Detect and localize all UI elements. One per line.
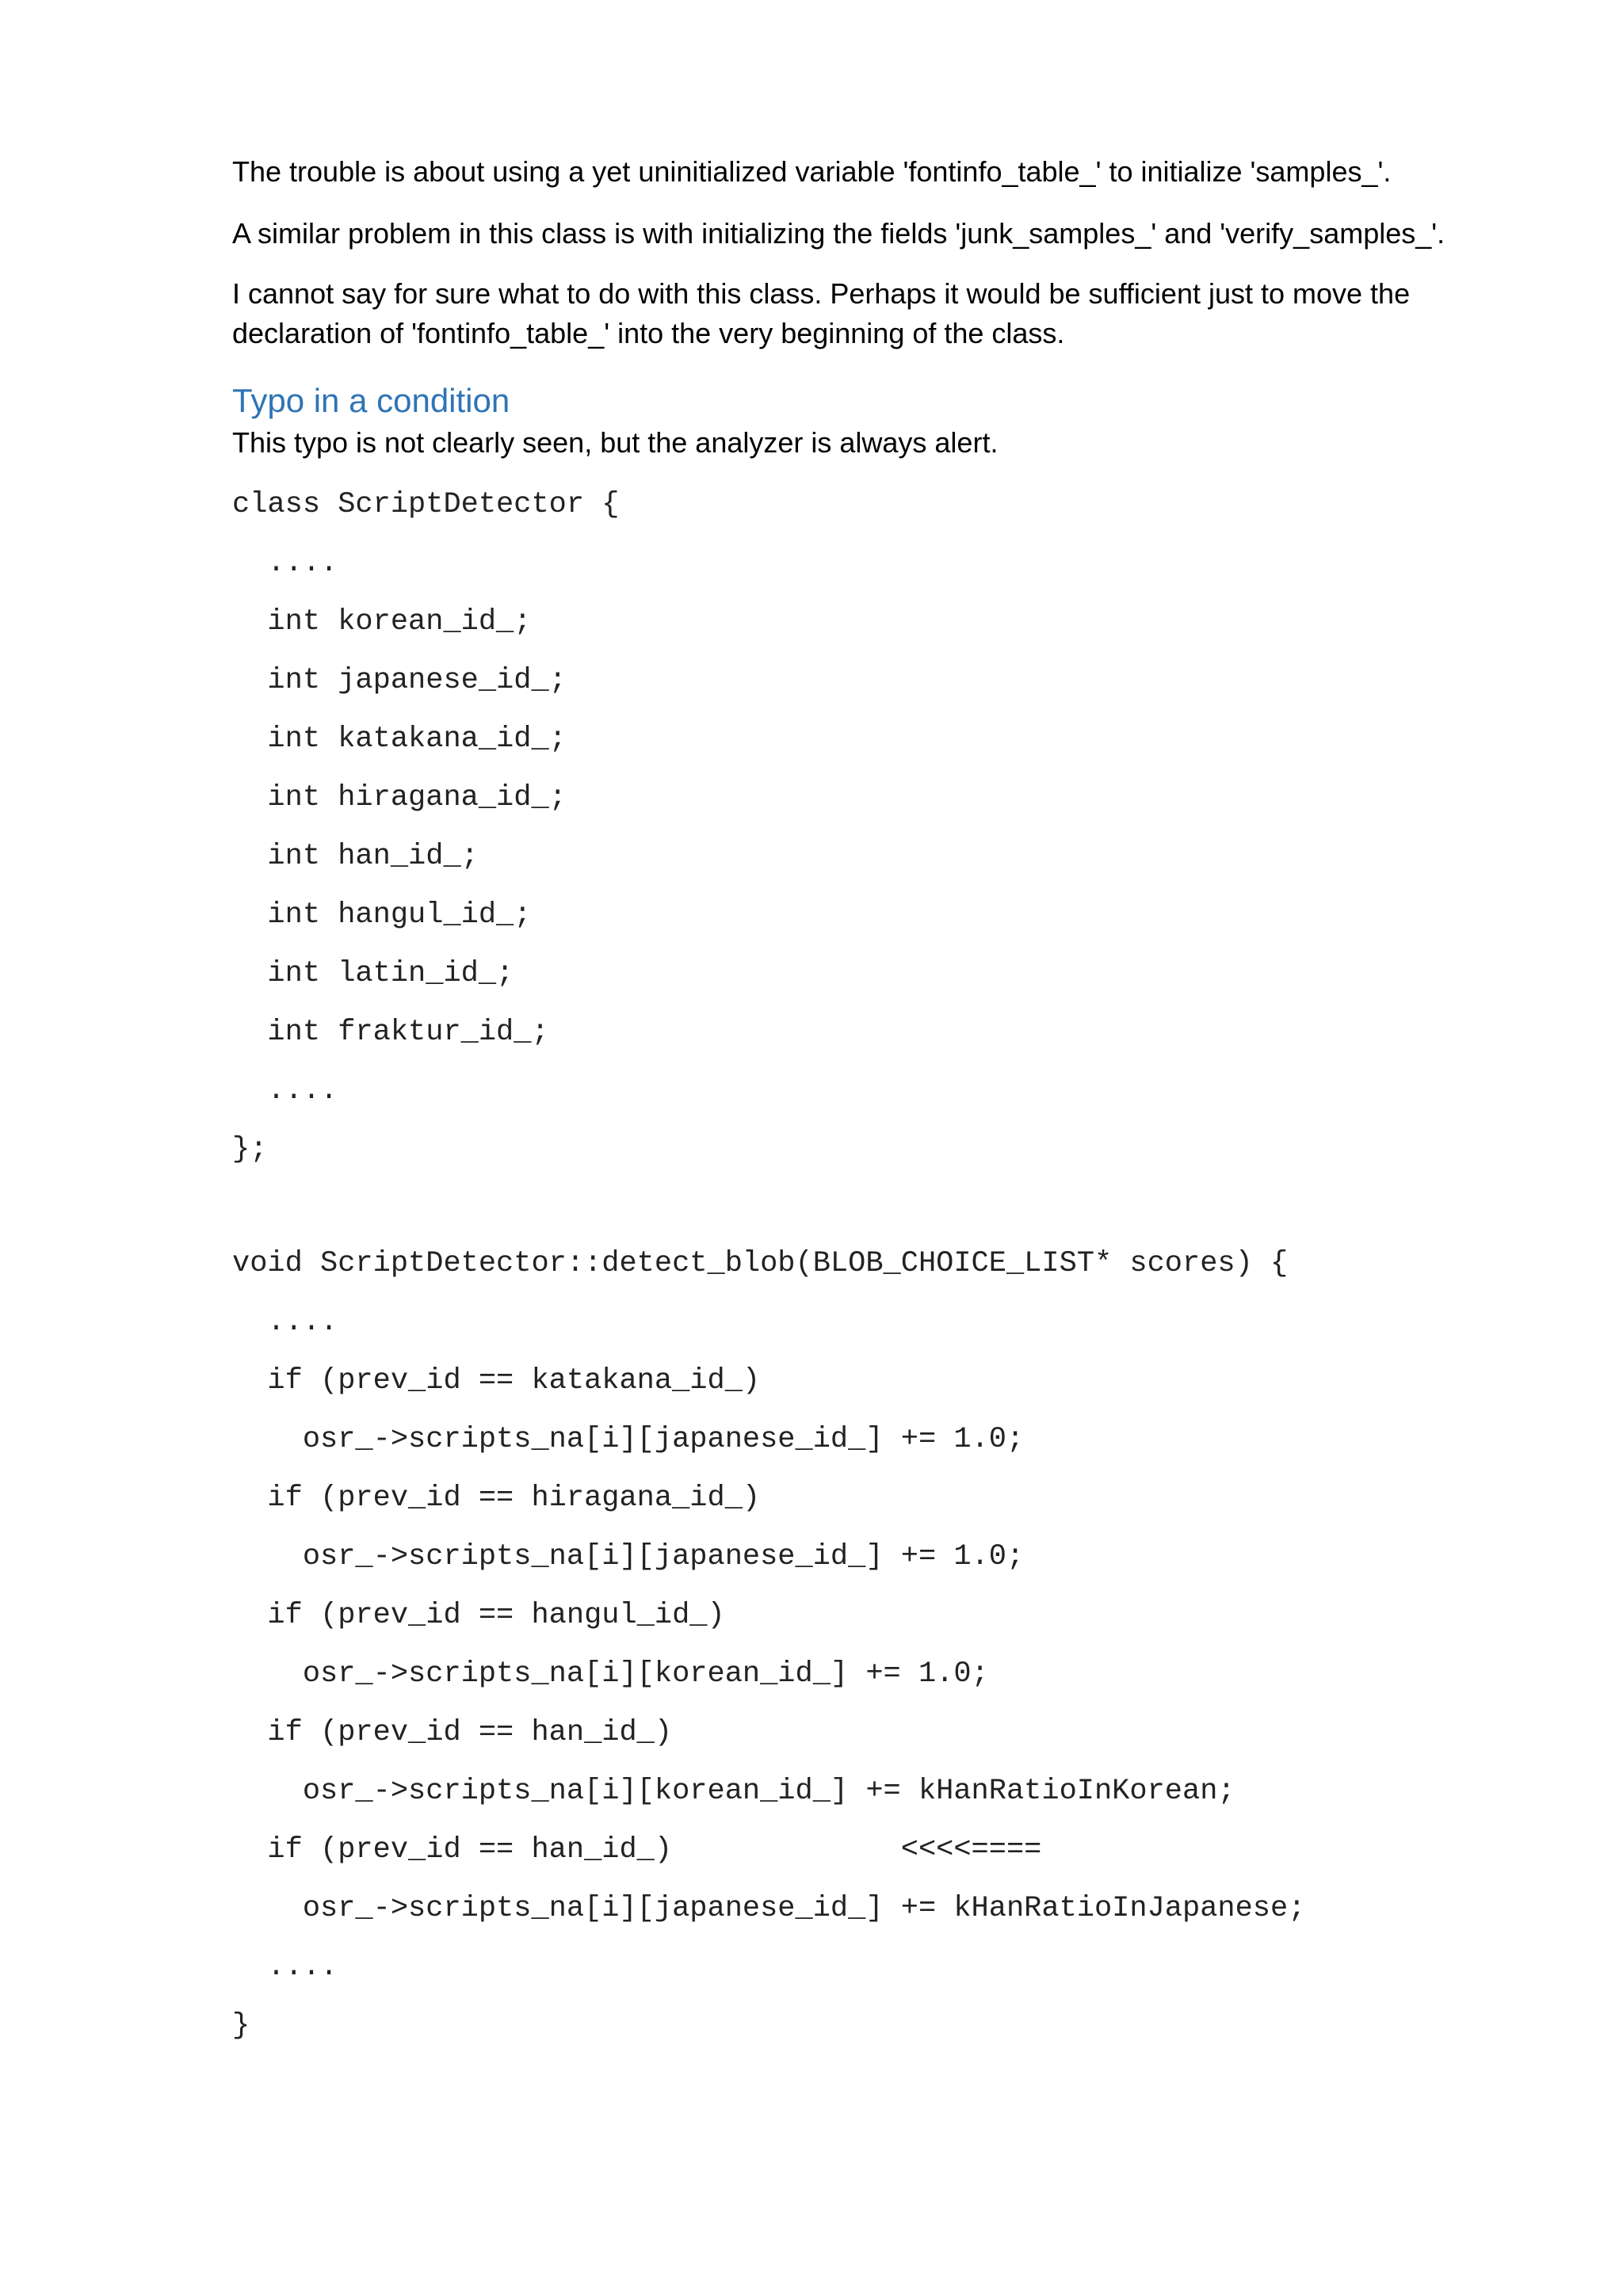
code-line: int japanese_id_; [232,664,567,697]
code-line: void ScriptDetector::detect_blob(BLOB_CHOICE_LIST* scores) { [232,1247,1289,1280]
code-line: int fraktur_id_; [232,1016,549,1049]
code-line: int hangul_id_; [232,898,532,932]
code-line: .... [232,1306,338,1339]
code-line: } [232,2009,250,2042]
code-line: osr_->scripts_na[i][japanese_id_] += kHanRatioInJapanese; [232,1892,1306,1925]
code-line: osr_->scripts_na[i][korean_id_] += kHanRatioInKorean; [232,1775,1235,1808]
code-line: }; [232,1133,268,1166]
paragraph-suggestion-line-1: I cannot say for sure what to do with this class. Perhaps it would be sufficient just to move the [232,277,1411,310]
code-line: .... [232,1951,338,1984]
code-line: if (prev_id == hangul_id_) [232,1599,725,1632]
code-line: if (prev_id == han_id_) [232,1716,673,1749]
code-line: osr_->scripts_na[i][japanese_id_] += 1.0; [232,1540,1025,1573]
code-line: .... [232,547,338,580]
code-line: int korean_id_; [232,605,532,639]
code-line: int hiragana_id_; [232,781,567,814]
section-heading: Typo in a condition [232,382,510,419]
code-line: int han_id_; [232,840,479,873]
paragraph-uninitialized-variable: The trouble is about using a yet uninitialized variable 'fontinfo_table_' to initialize 'samples_'. [232,155,1392,188]
code-line: osr_->scripts_na[i][japanese_id_] += 1.0; [232,1423,1025,1456]
code-line: if (prev_id == hiragana_id_) [232,1482,761,1515]
code-line: .... [232,1074,338,1108]
code-line: int latin_id_; [232,957,514,990]
paragraph-suggestion-line-2: declaration of 'fontinfo_table_' into the very beginning of the class. [232,317,1065,349]
code-line: int katakana_id_; [232,723,567,756]
paragraph-similar-problem: A similar problem in this class is with initializing the fields 'junk_samples_' and 'verify_samples_'. [232,217,1445,250]
code-line: osr_->scripts_na[i][korean_id_] += 1.0; [232,1657,989,1691]
section-intro: This typo is not clearly seen, but the analyzer is always alert. [232,426,999,459]
code-line: if (prev_id == han_id_) <<<<==== [232,1833,1042,1867]
code-line: class ScriptDetector { [232,488,620,521]
code-line: if (prev_id == katakana_id_) [232,1364,761,1398]
